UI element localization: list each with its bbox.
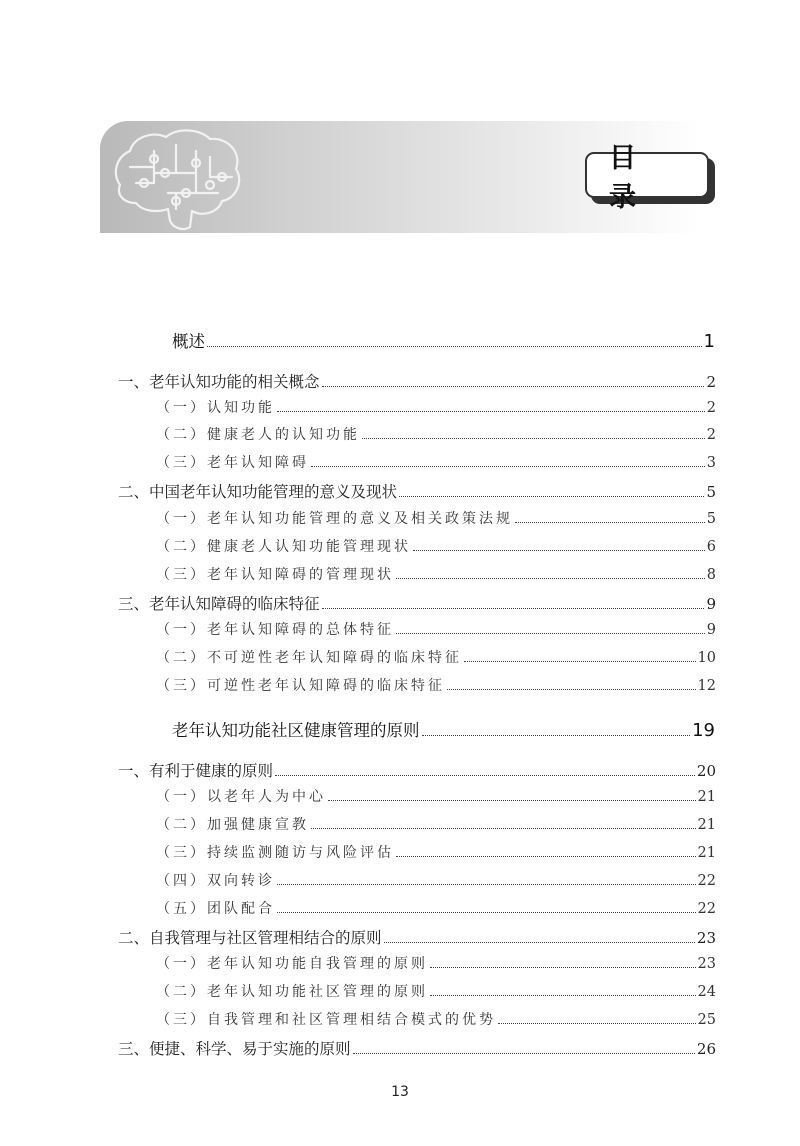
dot-leader [430,966,696,968]
toc-subsection-entry[interactable] [156,898,716,918]
dot-leader [464,660,696,662]
dot-leader [430,994,696,996]
toc-entry-label: （三）老年认知障碍的管理现状 [156,567,394,583]
toc-entry-label: （三）可逆性老年认知障碍的临床特征 [156,678,445,694]
dot-leader [396,577,705,579]
toc-subsection-entry[interactable] [156,1009,716,1029]
dot-leader [322,607,705,609]
dot-leader [311,465,705,467]
toc-section-entry[interactable] [118,370,716,392]
toc-entry-page: 2 [706,373,716,391]
toc-section-entry[interactable] [118,926,716,948]
toc-entry-label: 三、老年认知障碍的临床特征 [118,595,320,613]
toc-entry-label: （三）自我管理和社区管理相结合模式的优势 [156,1012,496,1028]
toc-entry-page: 20 [696,762,716,780]
toc-chapter-entry[interactable] [172,717,715,741]
toc-entry-label: 二、自我管理与社区管理相结合的原则 [118,929,382,947]
toc-entry-page: 5 [706,511,716,527]
toc-entry-page: 25 [697,1012,716,1028]
toc-entry-label: （五）团队配合 [156,901,275,917]
toc-subsection-entry[interactable] [156,536,716,556]
toc-entry-label: （一）老年认知障碍的总体特征 [156,622,394,638]
toc-entry-label: （一）老年认知功能管理的意义及相关政策法规 [156,511,513,527]
toc-entry-page: 5 [706,483,716,501]
dot-leader [277,883,696,885]
dot-leader [311,827,696,829]
toc-entry-page: 22 [697,873,716,889]
toc-entry-page: 12 [697,678,716,694]
toc-entry-label: （一）认知功能 [156,400,275,416]
dot-leader [396,632,705,634]
toc-entry-page: 19 [692,720,715,741]
toc-entry-label: （四）双向转诊 [156,873,275,889]
toc-entry-label: （二）健康老人的认知功能 [156,427,360,443]
toc-entry-page: 21 [697,845,716,861]
toc-entry-page: 21 [697,789,716,805]
toc-subsection-entry[interactable] [156,870,716,890]
dot-leader [413,549,705,551]
toc-entry-page: 6 [706,539,716,555]
toc-subsection-entry[interactable] [156,564,716,584]
toc-subsection-entry[interactable] [156,953,716,973]
toc-entry-label: 三、便捷、科学、易于实施的原则 [118,1040,351,1058]
toc-entry-label: 一、有利于健康的原则 [118,762,274,780]
toc-section-entry[interactable] [118,480,716,502]
toc-entry-label: 概述 [172,332,205,351]
toc-entry-page: 10 [697,650,716,666]
dot-leader [275,774,695,776]
toc-subsection-entry[interactable] [156,981,716,1001]
toc-subsection-entry[interactable] [156,424,716,444]
dot-leader [498,1022,696,1024]
dot-leader [447,688,696,690]
page-title: 目 录 [585,152,709,198]
toc-entry-page: 9 [706,595,716,613]
dot-leader [353,1052,695,1054]
toc-entry-label: （二）不可逆性老年认知障碍的临床特征 [156,650,462,666]
toc-entry-label: （三）老年认知障碍 [156,455,309,471]
dot-leader [362,437,705,439]
toc-entry-page: 2 [706,427,716,443]
toc-subsection-entry[interactable] [156,647,716,667]
toc-section-entry[interactable] [118,1037,716,1059]
toc-entry-label: （一）以老年人为中心 [156,789,326,805]
toc-entry-page: 21 [697,817,716,833]
toc-entry-page: 26 [696,1040,716,1058]
toc-entry-label: 一、老年认知功能的相关概念 [118,373,320,391]
page-number: 13 [391,1084,409,1100]
toc-subsection-entry[interactable] [156,397,716,417]
dot-leader [399,495,704,497]
toc-subsection-entry[interactable] [156,786,716,806]
toc-subsection-entry[interactable] [156,675,716,695]
dot-leader [384,941,695,943]
toc-section-entry[interactable] [118,592,716,614]
dot-leader [422,734,691,736]
toc-section-entry[interactable] [118,759,716,781]
toc-entry-page: 23 [697,956,716,972]
toc-entry-label: 老年认知功能社区健康管理的原则 [172,721,420,740]
toc-subsection-entry[interactable] [156,842,716,862]
toc-entry-page: 23 [696,929,716,947]
toc-entry-page: 1 [703,331,715,352]
toc-entry-label: （二）老年认知功能社区管理的原则 [156,984,428,1000]
toc-entry-label: （一）老年认知功能自我管理的原则 [156,956,428,972]
dot-leader [328,799,696,801]
dot-leader [207,345,702,347]
toc-entry-label: 二、中国老年认知功能管理的意义及现状 [118,483,398,501]
toc-entry-page: 8 [706,567,716,583]
dot-leader [515,521,705,523]
toc-entry-page: 3 [706,455,716,471]
toc-entry-label: （三）持续监测随访与风险评估 [156,845,394,861]
toc-entry-label: （二）健康老人认知功能管理现状 [156,539,411,555]
toc-entry-page: 24 [697,984,716,1000]
dot-leader [277,410,705,412]
toc-chapter-entry[interactable] [172,328,715,352]
toc-entry-page: 22 [697,901,716,917]
toc-entry-page: 9 [706,622,716,638]
toc-subsection-entry[interactable] [156,452,716,472]
toc-entry-label: （二）加强健康宣教 [156,817,309,833]
dot-leader [277,911,696,913]
toc-subsection-entry[interactable] [156,814,716,834]
dot-leader [322,385,705,387]
brain-puzzle-icon [106,123,246,233]
toc-entry-page: 2 [706,400,716,416]
toc-subsection-entry[interactable] [156,619,716,639]
toc-subsection-entry[interactable] [156,508,716,528]
dot-leader [396,855,696,857]
